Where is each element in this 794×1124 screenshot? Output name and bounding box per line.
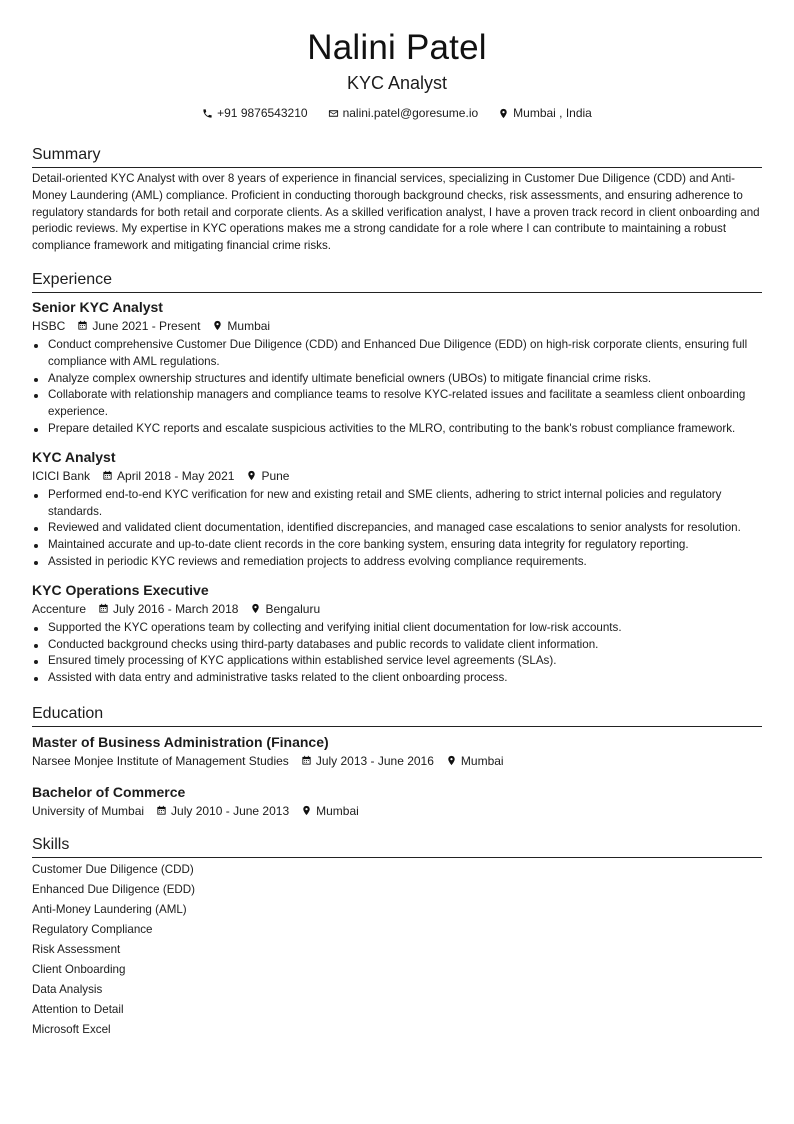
company-name: HSBC xyxy=(32,318,66,333)
candidate-name: Nalini Patel xyxy=(307,28,487,67)
location-text: Mumbai , India xyxy=(513,106,592,120)
job-meta xyxy=(32,468,762,484)
skill-item: Microsoft Excel xyxy=(32,1022,111,1036)
resume-page xyxy=(32,28,762,1040)
job-bullet: Conducted background checks using third-party databases and public records to validate client information. xyxy=(32,637,762,654)
education-dates-text: July 2013 - June 2016 xyxy=(315,753,434,768)
job-bullet: Conduct comprehensive Customer Due Diligence (CDD) and Enhanced Due Diligence (EDD) on high-risk corporate clients, ensuring full compliance with AML regulations. xyxy=(32,337,762,371)
education-location xyxy=(446,753,504,769)
job-entry xyxy=(32,448,762,571)
job-meta xyxy=(32,601,762,617)
map-pin-icon xyxy=(446,755,457,766)
education-dates-text: July 2010 - June 2013 xyxy=(171,803,290,818)
skill-item: Attention to Detail xyxy=(32,1002,124,1016)
phone-text[interactable]: +91 9876543210 xyxy=(217,106,308,120)
job-bullet: Analyze complex ownership structures and identify ultimate beneficial owners (UBOs) to mitigate financial crime risks. xyxy=(32,371,762,388)
degree-title: Master of Business Administration (Finance) xyxy=(32,733,329,750)
candidate-role: KYC Analyst xyxy=(346,73,448,93)
job-bullet: Reviewed and validated client documentation, identified discrepancies, and managed case escalations to senior analysts for resolution. xyxy=(32,520,762,537)
summary-text: Detail-oriented KYC Analyst with over 8 years of experience in financial services, specializing in Customer Due Diligence (CDD) and Anti-Money Laundering (AML) compliance. Proficient in conducting thorough background checks, risk assessments, and ensuring adherence to regulatory standards for both retail and corporate clients. As a skilled verification analyst, I have a proven track record in client onboarding and periodic reviews. My expertise in KYC operations makes me a strong candidate for a role where I can contribute to maintaining a robust compliance framework and mitigating financial crime risks. xyxy=(32,172,760,253)
degree-title: Bachelor of Commerce xyxy=(32,783,186,800)
job-bullet: Maintained accurate and up-to-date client records in the core banking system, ensuring data integrity for regulatory reporting. xyxy=(32,537,762,554)
job-location xyxy=(212,318,270,334)
job-dates xyxy=(102,468,234,484)
education-meta xyxy=(32,803,762,819)
education-section xyxy=(32,704,762,819)
education-entry xyxy=(32,733,762,769)
school-name: University of Mumbai xyxy=(32,803,145,818)
skill-item: Risk Assessment xyxy=(32,942,121,956)
education-heading: Education xyxy=(32,704,762,727)
company-name: Accenture xyxy=(32,601,87,616)
company-name: ICICI Bank xyxy=(32,468,91,483)
calendar-icon xyxy=(156,805,167,816)
job-bullets xyxy=(32,337,762,438)
skill-item: Customer Due Diligence (CDD) xyxy=(32,862,194,876)
skill-item: Anti-Money Laundering (AML) xyxy=(32,902,187,916)
job-location-text: Pune xyxy=(261,468,290,483)
calendar-icon xyxy=(102,470,113,481)
job-bullets xyxy=(32,487,762,571)
map-pin-icon xyxy=(498,108,509,119)
envelope-icon xyxy=(328,108,339,119)
job-bullet: Assisted in periodic KYC reviews and remediation projects to address evolving compliance requirements. xyxy=(32,554,762,571)
experience-section xyxy=(32,270,762,687)
summary-section xyxy=(32,145,762,255)
calendar-icon xyxy=(98,603,109,614)
job-bullet: Supported the KYC operations team by collecting and verifying initial client documentation for low-risk accounts. xyxy=(32,620,762,637)
job-dates xyxy=(98,601,238,617)
experience-heading: Experience xyxy=(32,270,762,293)
education-dates xyxy=(156,803,289,819)
job-dates-text: June 2021 - Present xyxy=(92,318,201,333)
calendar-icon xyxy=(301,755,312,766)
skills-section xyxy=(32,835,762,1040)
skills-heading: Skills xyxy=(32,835,762,858)
job-entry xyxy=(32,298,762,438)
job-bullet: Prepare detailed KYC reports and escalate suspicious activities to the MLRO, contributing to the bank's robust compliance framework. xyxy=(32,421,762,438)
job-entry xyxy=(32,581,762,687)
education-meta xyxy=(32,753,762,769)
phone-icon xyxy=(202,108,213,119)
job-title: KYC Operations Executive xyxy=(32,581,209,598)
job-bullet: Collaborate with relationship managers and compliance teams to resolve KYC-related issues and facilitate a seamless client onboarding experience. xyxy=(32,387,762,421)
education-dates xyxy=(301,753,434,769)
map-pin-icon xyxy=(250,603,261,614)
job-title: KYC Analyst xyxy=(32,448,116,465)
skills-list xyxy=(32,860,762,1040)
job-bullets xyxy=(32,620,762,687)
map-pin-icon xyxy=(212,320,223,331)
job-list xyxy=(32,298,762,687)
contact-email xyxy=(328,105,479,121)
job-bullet: Ensured timely processing of KYC applications within established service level agreements (SLAs). xyxy=(32,653,762,670)
job-location xyxy=(246,468,289,484)
education-location-text: Mumbai xyxy=(460,753,504,768)
map-pin-icon xyxy=(246,470,257,481)
job-bullet: Performed end-to-end KYC verification for new and existing retail and SME clients, adhering to strict internal policies and regulatory standards. xyxy=(32,487,762,521)
contact-bar xyxy=(32,105,762,121)
job-title: Senior KYC Analyst xyxy=(32,298,163,315)
education-entry xyxy=(32,783,762,819)
skill-item: Enhanced Due Diligence (EDD) xyxy=(32,882,196,896)
calendar-icon xyxy=(77,320,88,331)
contact-location xyxy=(498,105,592,121)
education-location-text: Mumbai xyxy=(316,803,359,818)
resume-header xyxy=(32,28,762,121)
job-bullet: Assisted with data entry and administrative tasks related to the client onboarding process. xyxy=(32,670,762,687)
contact-phone xyxy=(202,105,307,121)
job-meta xyxy=(32,318,762,334)
job-location-text: Bengaluru xyxy=(265,601,321,616)
email-text[interactable]: nalini.patel@goresume.io xyxy=(342,106,479,120)
skill-item: Regulatory Compliance xyxy=(32,922,153,936)
job-dates-text: April 2018 - May 2021 xyxy=(117,468,235,483)
school-name: Narsee Monjee Institute of Management Studies xyxy=(32,753,289,768)
job-location xyxy=(250,601,320,617)
job-dates xyxy=(77,318,200,334)
skill-item: Data Analysis xyxy=(32,982,103,996)
map-pin-icon xyxy=(301,805,312,816)
skill-item: Client Onboarding xyxy=(32,962,126,976)
education-list xyxy=(32,733,762,819)
job-dates-text: July 2016 - March 2018 xyxy=(113,601,239,616)
education-location xyxy=(301,803,359,819)
summary-heading: Summary xyxy=(32,145,762,168)
job-location-text: Mumbai xyxy=(227,318,271,333)
